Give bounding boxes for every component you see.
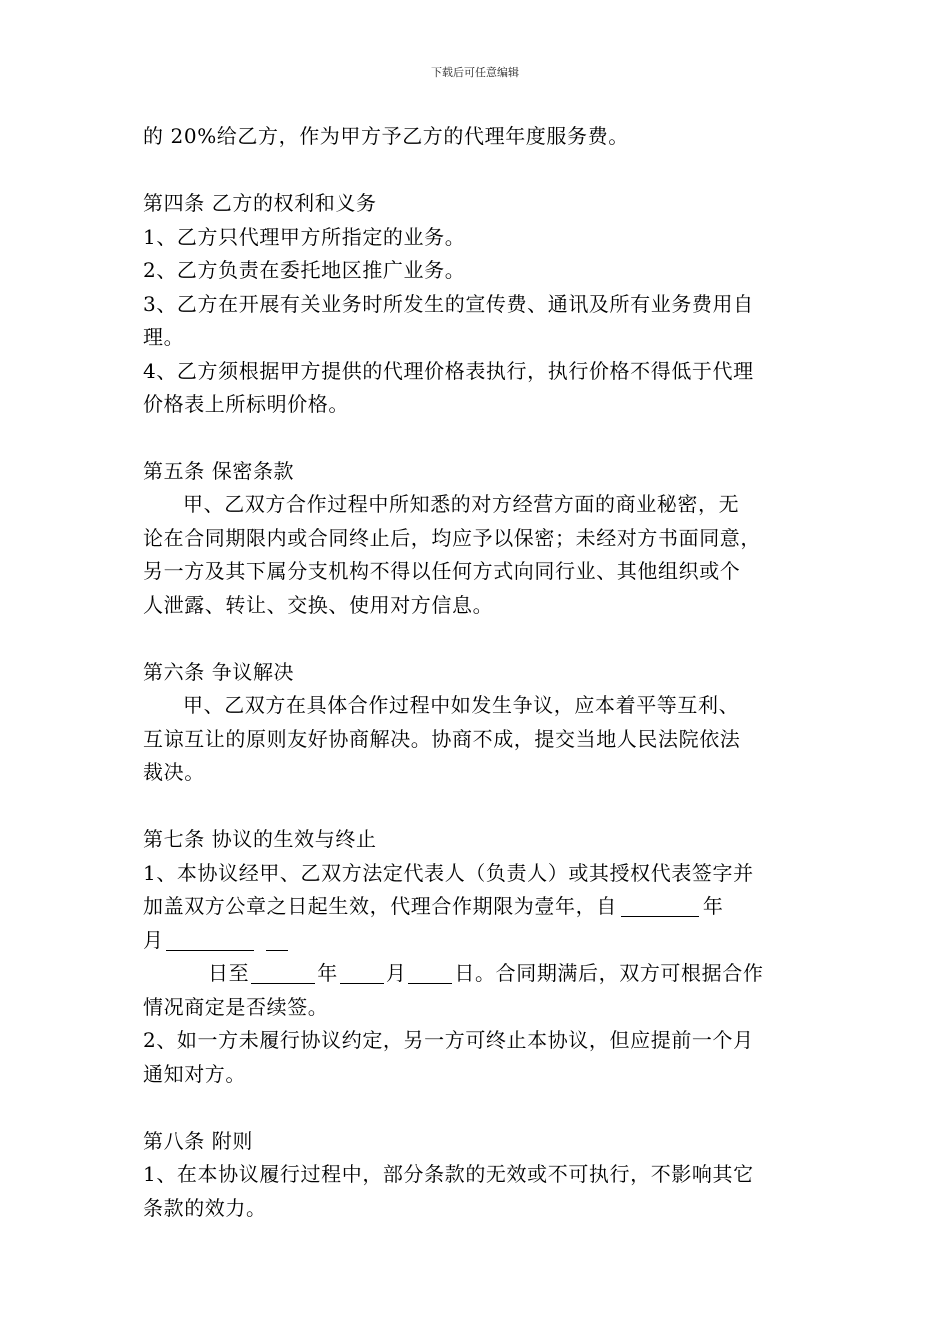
- end-month-label: 月: [385, 961, 407, 985]
- page-header: 下载后可任意编辑: [431, 66, 519, 79]
- article-5-para: 论在合同期限内或合同终止后，均应予以保密；未经对方书面同意，: [143, 526, 761, 550]
- article-4-item-3: 3、乙方在开展有关业务时所发生的宣传费、通讯及所有业务费用自: [143, 292, 754, 316]
- article-4-title: 第四条 乙方的权利和义务: [143, 191, 377, 215]
- term-start-text: 加盖双方公章之日起生效，代理合作期限为壹年，自: [143, 894, 617, 918]
- article-4-item-3-cont: 理。: [143, 325, 185, 349]
- article-7-item-1-month: [143, 927, 288, 953]
- article-4-item-2: 2、乙方负责在委托地区推广业务。: [143, 258, 466, 282]
- month-label: 月: [143, 928, 164, 952]
- end-day-text: 日。合同期满后，双方可根据合作: [454, 961, 764, 985]
- end-month-blank[interactable]: [340, 963, 384, 984]
- article-4-item-1: 1、乙方只代理甲方所指定的业务。: [143, 225, 466, 249]
- end-day-blank[interactable]: [408, 963, 452, 984]
- article-6-para: 甲、乙双方在具体合作过程中如发生争议，应本着平等互利、: [183, 693, 740, 717]
- start-year-blank[interactable]: [621, 896, 699, 917]
- end-year-blank[interactable]: [251, 963, 315, 984]
- article-7-item-2-cont: 通知对方。: [143, 1062, 246, 1086]
- article-7-item-1: 1、本协议经甲、乙双方法定代表人（负责人）或其授权代表签字并: [143, 861, 754, 885]
- article-5-para: 甲、乙双方合作过程中所知悉的对方经营方面的商业秘密，无: [183, 492, 740, 516]
- article-5-para: 另一方及其下属分支机构不得以任何方式向同行业、其他组织或个: [143, 559, 741, 583]
- article-6-title: 第六条 争议解决: [143, 660, 295, 684]
- article-8-item-1: 1、在本协议履行过程中，部分条款的无效或不可执行，不影响其它: [143, 1162, 754, 1186]
- start-day-blank[interactable]: [266, 930, 288, 951]
- article-7-item-2: 2、如一方未履行协议约定，另一方可终止本协议，但应提前一个月: [143, 1028, 754, 1052]
- end-year-label: 年: [317, 961, 338, 985]
- article-6-para: 裁决。: [143, 760, 205, 784]
- body-line: 的 20%给乙方，作为甲方予乙方的代理年度服务费。: [143, 124, 629, 148]
- start-month-blank[interactable]: [166, 930, 254, 951]
- day-to-label: 日至: [208, 961, 250, 985]
- article-7-item-1-cont: [143, 893, 723, 919]
- article-7-title: 第七条 协议的生效与终止: [143, 827, 377, 851]
- article-5-title: 第五条 保密条款: [143, 459, 295, 483]
- year-label: 年: [702, 894, 724, 918]
- article-7-item-1-renew: 情况商定是否续签。: [143, 995, 329, 1019]
- article-7-item-1-end: [208, 960, 763, 986]
- article-4-item-4: 4、乙方须根据甲方提供的代理价格表执行，执行价格不得低于代理: [143, 359, 754, 383]
- article-8-item-1-cont: 条款的效力。: [143, 1196, 267, 1220]
- article-6-para: 互谅互让的原则友好协商解决。协商不成，提交当地人民法院依法: [143, 727, 741, 751]
- article-8-title: 第八条 附则: [143, 1129, 253, 1153]
- article-5-para: 人泄露、转让、交换、使用对方信息。: [143, 593, 494, 617]
- article-4-item-4-cont: 价格表上所标明价格。: [143, 392, 349, 416]
